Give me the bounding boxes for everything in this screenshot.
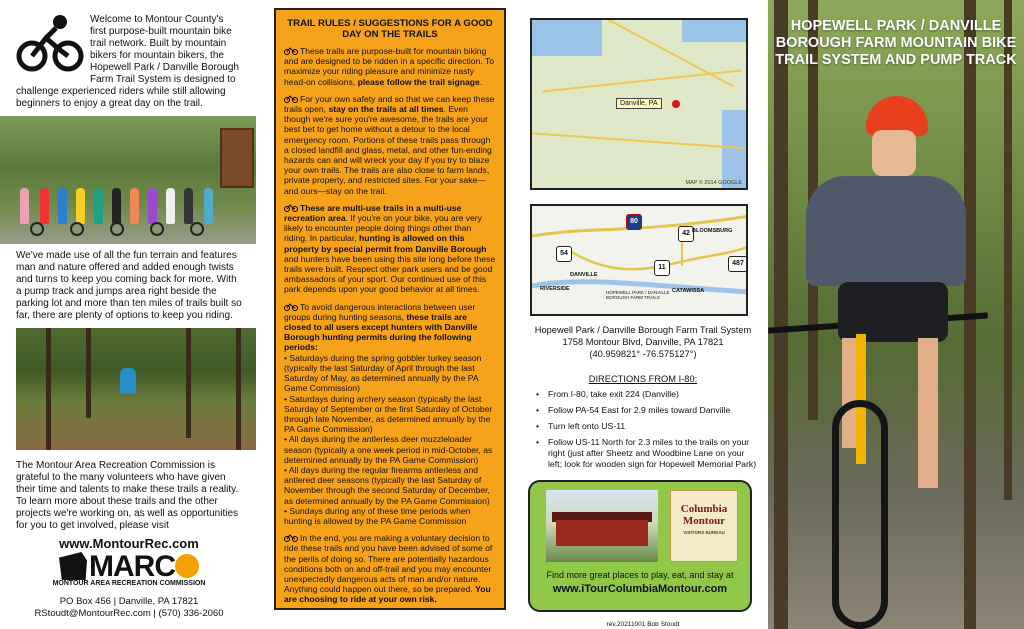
rider-face [872, 130, 916, 176]
map-pin-icon [672, 100, 680, 108]
location-panel [512, 0, 768, 629]
bike-bullet-icon [284, 46, 298, 55]
mountain-bike-icon [16, 14, 84, 76]
bike-bullet-icon [284, 302, 298, 311]
marco-full-name: MONTOUR AREA RECREATION COMMISSION [52, 580, 206, 587]
pennsylvania-shape-icon [59, 552, 87, 580]
columbia-montour-logo: Columbia Montour VISITORS BUREAU [670, 490, 738, 562]
closure-period: • Sundays during any of these time periods when hunting is allowed by the PA Game Commission [284, 505, 471, 526]
rules-panel [256, 0, 512, 629]
email-phone: RStoudt@MontourRec.com | (570) 336-2060 [34, 608, 224, 619]
town-riverside: RIVERSIDE [540, 286, 570, 292]
directions-list [528, 389, 758, 470]
street-address: 1758 Montour Blvd, Danville, PA 17821 [562, 337, 724, 347]
local-map[interactable] [530, 204, 748, 316]
marco-logo [16, 550, 242, 583]
direction-step: • Follow PA-54 East for 2.9 miles toward Danville [532, 405, 758, 416]
trail-rider-photo [16, 328, 256, 450]
bike-bullet-icon [284, 94, 298, 103]
direction-step: • From I-80, take exit 224 (Danville) [532, 389, 758, 400]
route-11-shield: 11 [654, 260, 670, 276]
route-487-shield: 487 [728, 256, 748, 272]
regional-map[interactable] [530, 18, 748, 190]
itour-link[interactable]: www.iTourColumbiaMontour.com [552, 583, 728, 595]
gps-coordinates: (40.959821° -76.575127°) [589, 349, 697, 359]
closure-period: • All days during the regular firearms antlerless and antlered deer seasons (typically the last Saturday of November through the second Saturday of December, as determined annually by the PA Game Commission) [284, 464, 490, 506]
rule-signage: These trails are purpose-built for mountain biking and are designed to be ridden in a specific direction. To maximize your riding pleasure and minimize nasty head-on collisions, please follow the trail signage. [284, 46, 495, 87]
directions-title: DIRECTIONS FROM I-80: [588, 374, 698, 384]
montourrec-link[interactable]: www.MontourRec.com [59, 536, 199, 551]
group-riders-photo [0, 116, 256, 244]
bike-bullet-icon [284, 203, 298, 212]
map-location-label: Danville, PA [616, 98, 662, 109]
revision-note: rev.20211001 Bob Stoudt [606, 621, 680, 628]
town-bloomsburg: BLOOMSBURG [692, 228, 733, 234]
rule-multi-use: These are multi-use trails in a multi-use recreation area. If you're on your bike, you are very likely to encounter people doing things other than riding. In particular, hunting is allowed on this property by special permit from Danville Borough and hunters have been using this site long before these trails were built. Respect other park users and be good ambassadors of your sport. Our continued use of this park depends upon your good behavior at all times. [284, 202, 496, 295]
closure-period: • Saturdays during the spring gobbler turkey season (typically the last Saturday of April through the last Saturday of May, as determined annually by the PA Game Commission) [284, 352, 482, 394]
visitors-bureau-box [528, 480, 752, 612]
rule-own-risk: In the end, you are making a voluntary decision to ride these trails and you have been advised of some of the perils of doing so. There are potentially hazardous conditions both on and off-trail and you may encounter unexpectedly dangerous acts of man and/or nature. Anything could happen out there, so be prepared. You are choosing to ride at your own risk. [284, 533, 493, 605]
rule-stay-on-trail: For your own safety and so that we can keep these trails open, stay on the trails at all times. Even though we're sure you're awesome, the trails are your best bet to get home without a detour to the local emergency room. Portions of these trails pass through a closed landfill and glass, metal, and other fun-ending hazards can and will wreck your day if you try to blaze your own trails. The trails are also close to farm lands, private property, and restricted sites. For your sake—and ours—stay on the trail. [284, 93, 495, 196]
bike-front-wheel [832, 400, 888, 629]
direction-step: • Turn left onto US-11 [532, 421, 758, 432]
cover-panel [768, 0, 1024, 629]
closure-period: • Saturdays during archery season (typically the last Saturday of September or the first Saturday of October through late November, as determined annually by the PA Game Commission) [284, 393, 493, 435]
terrain-text: We've made use of all the fun terrain and features man and nature offered and added enough twists and turns to keep you coming back for more. With a pump track and jumps area right beside the parking lot and more than ten miles of trails built so far, there are plenty of options to keep you riding. [16, 250, 242, 321]
bike-bullet-icon [284, 533, 298, 542]
trail-system-name: Hopewell Park / Danville Borough Farm Trail System [534, 325, 752, 335]
town-catawissa: CATAWISSA [672, 288, 705, 294]
covered-bridge-photo [546, 490, 658, 562]
rules-box [274, 8, 506, 610]
po-box: PO Box 456 | Danville, PA 17821 [59, 596, 199, 607]
find-more-text: Find more great places to play, eat, and stay at [546, 570, 734, 580]
intro-panel [0, 0, 256, 629]
direction-step: • Follow US-11 North for 2.3 miles to the trails on your right (just after Sheetz and Woodbine Lane on your left; look for wooden sign for Hopewell Memorial Park) [532, 437, 758, 470]
commission-text: The Montour Area Recreation Commission is grateful to the many volunteers who have given their time and talents to make these trails a reality. To learn more about these trails and the other projects we're working on, as well as opportunities for you to get involved, please visit [16, 460, 239, 531]
intro-text: Welcome to Montour County's first purpose-built mountain bike trail network. Built by mountain bikers for mountain bikers, the Hopewell Park / Danville Borough Farm Trail System is designed to challenge experienced riders while still allowing beginners to enjoy a great day on the trail. [16, 14, 239, 109]
route-42-shield: 42 [678, 226, 694, 242]
town-danville: DANVILLE [570, 272, 598, 278]
route-54-shield: 54 [556, 246, 572, 262]
map-copyright: MAP © 2014 GOOGLE [685, 180, 742, 186]
rules-title: TRAIL RULES / SUGGESTIONS FOR A GOOD DAY ON THE TRAILS [287, 18, 493, 40]
rider-shorts [838, 282, 948, 342]
marco-wordmark: MARC [89, 554, 199, 578]
rider-shirt [806, 176, 966, 286]
closure-period: • All days during the antlerless deer muzzleloader season (typically a one week period in mid-October, as determined annually by the PA Game Commission) [284, 434, 493, 465]
cover-title: HOPEWELL PARK / DANVILLE BOROUGH FARM MOUNTAIN BIKE TRAIL SYSTEM AND PUMP TRACK [775, 18, 1017, 68]
rule-hunting-closures: To avoid dangerous interactions between user groups during hunting seasons, these trails are closed to all users except hunters with Danville Borough hunting permits during the following periods: • Saturdays during the spring gobbler turkey season (typically the last Saturday of April through the last Saturday of May, as determined annually by the PA Game Commission) • Saturdays during archery season (typically the last Saturday of September or the first Saturday of October through late November, as determined annually by the PA Game Commission) • All days during the antlerless deer muzzleloader season (typically a one week period in mid-October, as determined annually by the PA Game Commission) • All days during the regular firearms antlerless and antlered deer seasons (typically the last Saturday of November through the second Saturday of December, as determined annually by the PA Game Commission) • Sundays during any of these time periods when hunting is allowed by the PA Game Commission [284, 302, 496, 526]
park-map-label: HOPEWELL PARK / DANVILLE BOROUGH FARM TRAILS [606, 290, 670, 300]
i80-shield: 80 [626, 214, 642, 230]
